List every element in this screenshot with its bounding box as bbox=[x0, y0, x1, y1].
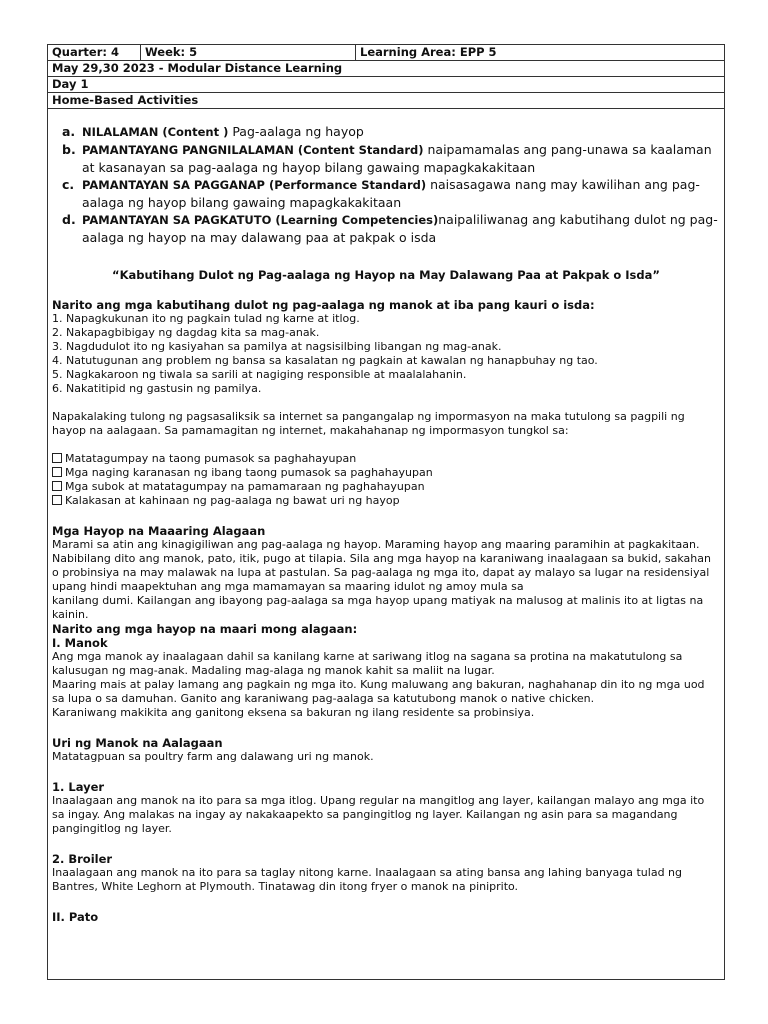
list-item: 3. Nagdudulot ito ng kasiyahan sa pamilya at nagsisilbing libangan ng mag-anak. bbox=[52, 340, 502, 353]
day-cell: Day 1 bbox=[48, 77, 724, 93]
manok-paragraph: Karaniwang makikita ang ganitong eksena sa bakuran ng ilang residente sa probinsiya. bbox=[52, 706, 535, 719]
list-item: 4. Natutugunan ang problem ng bansa sa kasalatan ng pagkain at kawalan ng hanapbuhay ng tao. bbox=[52, 354, 598, 367]
learning-area-cell: Learning Area: EPP 5 bbox=[356, 45, 725, 61]
checkbox-icon bbox=[52, 453, 62, 463]
list-item: 2. Nakapagbibigay ng dagdag kita sa mag-anak. bbox=[52, 326, 320, 339]
checkbox-icon bbox=[52, 467, 62, 477]
types-heading: Uri ng Manok na Aalagaan bbox=[52, 736, 223, 750]
broiler-paragraph: Inaalagaan ang manok na ito para sa taglay nitong karne. Inaalagaan sa ating bansa ang lahing banyaga tulad ng Bantres, White Leghorn at Plymouth. Tinatawag din itong fryer o manok na piniprito. bbox=[52, 866, 683, 893]
checklist-item: Mga subok at matatagumpay na pamamaraan ng paghahayupan bbox=[52, 480, 720, 494]
list-item: 1. Napagkukunan ito ng pagkain tulad ng karne at itlog. bbox=[52, 312, 360, 325]
benefits-heading: Narito ang mga kabutihang dulot ng pag-aalaga ng manok at iba pang kauri o isda: bbox=[52, 298, 595, 312]
quarter-cell: Quarter: 4 bbox=[48, 45, 141, 61]
manok-paragraph: Maaring mais at palay lamang ang pagkain ng mga ito. Kung maluwang ang bakuran, naghahanap din ito ng mga uod sa lupa o sa damuhan. Ganito ang karaniwang pag-aalaga sa katutubong manok o native chicken. bbox=[52, 678, 705, 705]
manok-paragraph: Ang mga manok ay inaalagaan dahil sa kanilang karne at sariwang itlog na sagana sa protina na makatutulong sa kalusugan ng mag-anak. Madaling mag-alaga ng manok kahit sa maliit na lugar. bbox=[52, 650, 683, 677]
broiler-heading: 2. Broiler bbox=[52, 852, 113, 866]
document-page bbox=[47, 44, 725, 980]
content-body bbox=[48, 123, 724, 924]
animals-paragraph: Marami sa atin ang kinagigiliwan ang pag-aalaga ng hayop. Maraming hayop ang maaring paramihin at pagkakitaan. Nabibilang dito ang manok, pato, itik, pugo at tilapia. Sila ang mga hayop na karaniwang inaalagaan sa bukid, sakahan o probinsiya na may malawak na lupa at pastulan. Sa pag-aalaga ng mga ito, dapat ay malayo sa lugar na residensiyal upang hindi maapektuhan ang mga mamamayan sa maaring idulot ng amoy mula sa bbox=[52, 538, 711, 593]
manok-heading: I. Manok bbox=[52, 636, 108, 650]
checkbox-icon bbox=[52, 495, 62, 505]
internet-paragraph: Napakalaking tulong ng pagsasaliksik sa internet sa pangangalap ng impormasyon na maka tutulong sa pagpili ng hayop na aalagaan. Sa pamamagitan ng internet, makahahanap ng impormasyon tungkol sa: bbox=[52, 410, 685, 437]
pato-heading: II. Pato bbox=[52, 910, 99, 924]
checklist-item: Kalakasan at kahinaan ng pag-aalaga ng bawat uri ng hayop bbox=[52, 494, 720, 508]
objective-item: d. PAMANTAYAN SA PAGKATUTO (Learning Competencies)naipaliliwanag ang kabutihang dulot ng pag-aalaga ng hayop na may dalawang paa at pakpak o isda bbox=[62, 212, 718, 245]
checklist-item: Matatagumpay na taong pumasok sa paghahayupan bbox=[52, 452, 720, 466]
objective-item: a. NILALAMAN (Content ) Pag-aalaga ng hayop bbox=[62, 124, 364, 139]
activities-cell: Home-Based Activities bbox=[48, 93, 724, 109]
lesson-title: “Kabutihang Dulot ng Pag-aalaga ng Hayop na May Dalawang Paa at Pakpak o Isda” bbox=[112, 268, 660, 282]
list-item: 6. Nakatitipid ng gastusin ng pamilya. bbox=[52, 382, 262, 395]
list-item: 5. Nagkakaroon ng tiwala sa sarili at nagiging responsible at maalalahanin. bbox=[52, 368, 467, 381]
animals-heading: Mga Hayop na Maaaring Alagaan bbox=[52, 524, 266, 538]
checklist-item: Mga naging karanasan ng ibang taong pumasok sa paghahayupan bbox=[52, 466, 720, 480]
can-raise-heading: Narito ang mga hayop na maari mong alagaan: bbox=[52, 622, 358, 636]
week-cell: Week: 5 bbox=[141, 45, 356, 61]
animals-paragraph: kanilang dumi. Kailangan ang ibayong pag-aalaga sa mga hayop upang matiyak na malusog at malinis ito at ligtas na kainin. bbox=[52, 594, 704, 621]
objectives-list bbox=[52, 123, 720, 246]
objective-item: b. PAMANTAYANG PANGNILALAMAN (Content Standard) naipamamalas ang pang-unawa sa kaalaman at kasanayan sa pag-aalaga ng hayop bilang gawaing mapagkakakitaan bbox=[62, 142, 712, 175]
layer-heading: 1. Layer bbox=[52, 780, 105, 794]
checkbox-icon bbox=[52, 481, 62, 491]
objective-item: c. PAMANTAYAN SA PAGGANAP (Performance Standard) naisasagawa nang may kawilihan ang pag-aalaga ng hayop bilang gawaing mapagkakakitaan bbox=[62, 177, 700, 210]
header-table bbox=[48, 45, 724, 109]
types-intro: Matatagpuan sa poultry farm ang dalawang uri ng manok. bbox=[52, 750, 374, 763]
layer-paragraph: Inaalagaan ang manok na ito para sa mga itlog. Upang regular na mangitlog ang layer, kailangan malayo ang mga ito sa ingay. Ang malakas na ingay ay nakakaapekto sa pangingitlog ng layer. Kailangan ng asin para sa magandang pangingitlog ng layer. bbox=[52, 794, 705, 835]
date-cell: May 29,30 2023 - Modular Distance Learning bbox=[48, 61, 724, 77]
